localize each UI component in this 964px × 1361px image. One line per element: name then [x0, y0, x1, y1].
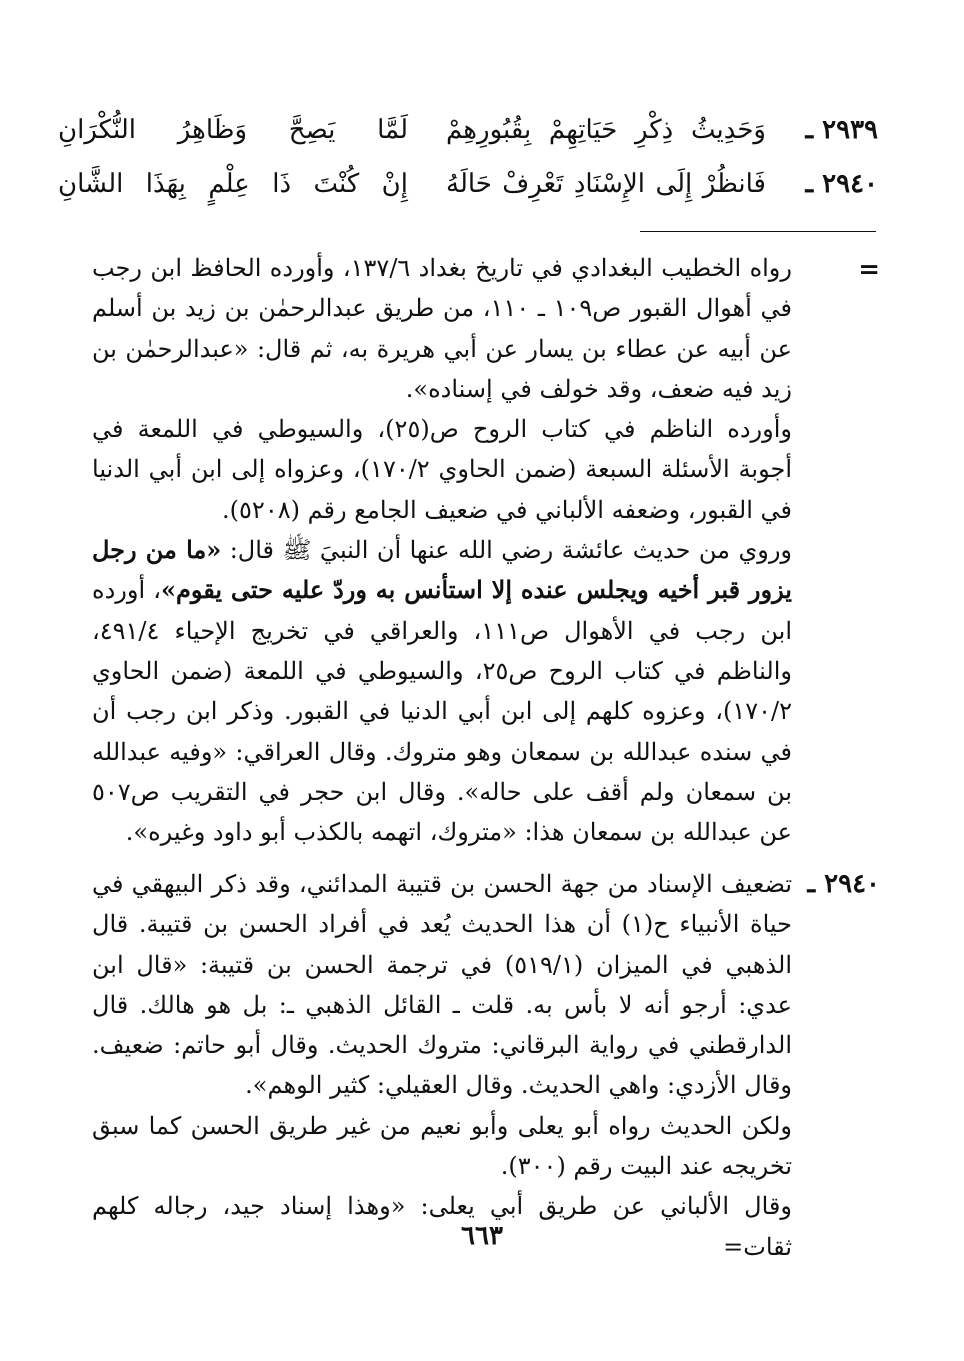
verse-first-hemistich: وَحَدِيثُ ذِكْرِ حَيَاتِهِمْ بِقُبُورِهِمْ: [446, 115, 766, 145]
verse-line-2940: [60, 158, 878, 210]
footnote-paragraph: وأورده الناظم في كتاب الروح ص(٢٥)، والسيوطي في اللمعة في أجوبة الأسئلة السبعة (ضمن الحاوي ١٧٠/٢)، وعزواه إلى ابن أبي الدنيا في القبور، وضعفه الألباني في ضعيف الجامع رقم (٥٢٠٨).: [92, 415, 792, 524]
footnote-block-continued: [92, 248, 792, 852]
verse-number: ٢٩٣٩ ـ: [805, 115, 878, 145]
footnote-text: وروي من حديث عائشة رضي الله عنها أن النبيَ ﷺ قال:: [221, 536, 792, 565]
footnote-paragraph: ولكن الحديث رواه أبو يعلى وأبو نعيم من غير طريق الحسن كما سبق تخريجه عند البيت رقم (٣٠٠).: [92, 1111, 792, 1181]
footnote-paragraph: [92, 530, 792, 852]
continuation-mark: =: [858, 255, 880, 285]
footnote-text: ، أورده ابن رجب في الأهوال ص١١١، والعراقي في تخريج الإحياء ٤٩١/٤، والناظم في كتاب الروح ص٢٥، والسيوطي في اللمعة (ضمن الحاوي ١٧٠/٢)، وعزوه كلهم إلى ابن أبي الدنيا في القبور. وذكر ابن رجب أن في سنده عبدالله بن سمعان وهو متروك. وقال العراقي: «وفيه عبدالله بن سمعان ولم أقف على حاله». وقال ابن حجر في التقريب ص٥٠٧ عن عبدالله بن سمعان هذا: «متروك، اتهمه بالكذب أبو داود وغيره».: [92, 576, 792, 847]
hadith-quote: «ما من رجل يزور قبر أخيه ويجلس عنده إلا استأنس به وردّ عليه حتى يقوم»: [92, 535, 792, 605]
verse-line-2939: [60, 104, 878, 156]
footnote-paragraph: وقال الألباني عن طريق أبي يعلى: «وهذا إسناد جيد، رجاله كلهم ثقات=: [92, 1192, 792, 1261]
footnote-block-2940: [92, 864, 792, 1267]
footnote-number-2940: ٢٩٤٠ ـ: [807, 869, 880, 899]
verse-number: ٢٩٤٠ ـ: [805, 169, 878, 199]
footnote-separator: [640, 231, 876, 232]
verse-first-hemistich: فَانظُرْ إِلَى الإِسْنَادِ تَعْرِفْ حَالَهُ: [446, 169, 766, 199]
page-number: ٦٦٣: [461, 1221, 503, 1251]
footnote-paragraph: رواه الخطيب البغدادي في تاريخ بغداد ١٣٧/٦، وأورده الحافظ ابن رجب في أهوال القبور ص١٠٩ ـ ١١٠، من طريق عبدالرحمٰن بن زيد بن أسلم عن أبيه عن عطاء بن يسار عن أبي هريرة به، ثم قال: «عبدالرحمٰن بن زيد فيه ضعف، وقد خولف في إسناده».: [92, 254, 793, 403]
verse-second-hemistich: لَمَّا يَصِحَّ وَظَاهِرُ النُّكْرَانِ: [58, 115, 408, 145]
footnote-paragraph: تضعيف الإسناد من جهة الحسن بن قتيبة المدائني، وقد ذكر البيهقي في حياة الأنبياء ح(١) أن هذا الحديث يُعد في أفراد الحسن بن قتيبة. قال الذهبي في الميزان (٥١٩/١) في ترجمة الحسن بن قتيبة: «قال ابن عدي: أرجو أنه لا بأس به. قلت ـ القائل الذهبي ـ: بل هو هالك. قال الدارقطني في رواية البرقاني: متروك الحديث. وقال أبو حاتم: ضعيف. وقال الأزدي: واهي الحديث. وقال العقيلي: كثير الوهم».: [92, 870, 792, 1100]
verse-second-hemistich: إِنْ كُنْتَ ذَا عِلْمٍ بِهَذَا الشَّانِ: [58, 169, 408, 199]
